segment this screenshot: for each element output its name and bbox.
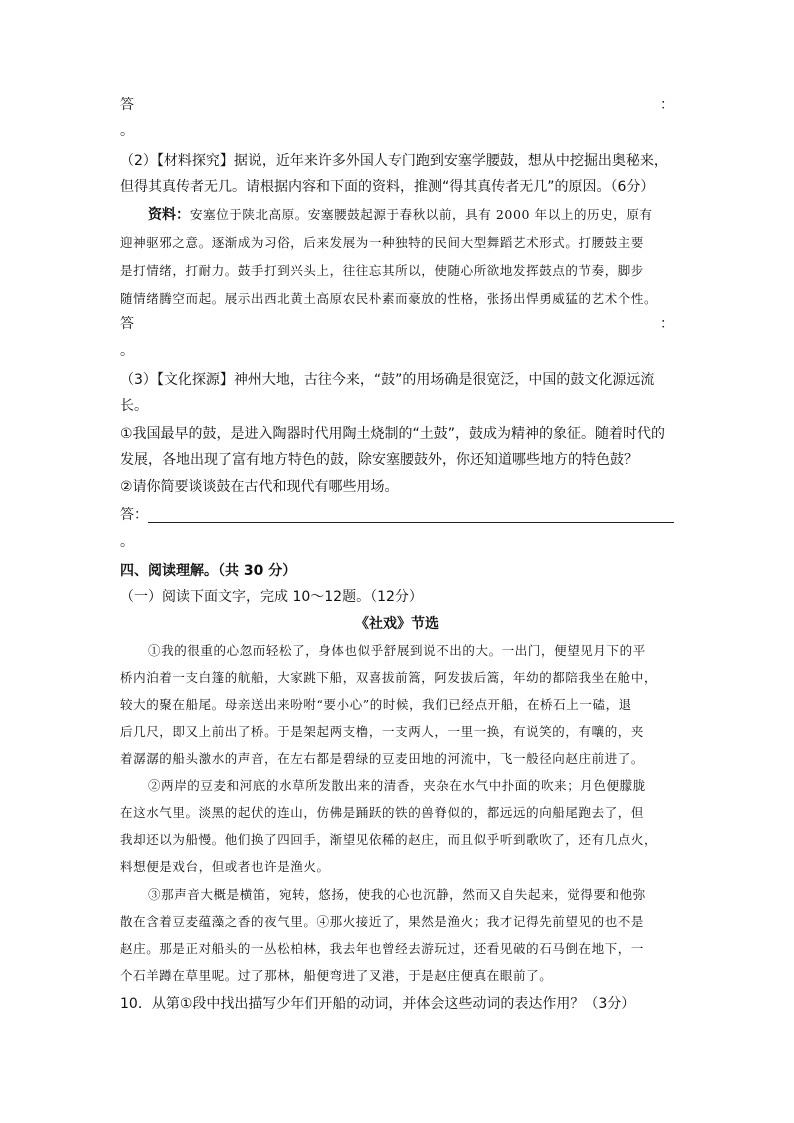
answer-period-1: 。	[120, 123, 134, 139]
paragraph-1-line-3: 较大的聚在船尾。母亲送出来吩咐“要小心”的时候，我们已经点开船，在桥石上一磕，退	[120, 697, 632, 712]
question-3-sub-1-line-2: 发展，各地出现了富有地方特色的鼓，除安塞腰鼓外，你还知道哪些地方的特色鼓？	[120, 452, 638, 468]
material-line-1	[148, 204, 674, 226]
part-1-intro: （一）阅读下面文字，完成 10～12题。（12分）	[120, 589, 423, 605]
answer-label: 答	[120, 316, 134, 332]
paragraph-1-line-5: 着潺潺的船头激水的声音，在左右都是碧绿的豆麦田地的河流中，飞一般径向赵庄前进了。	[120, 751, 645, 766]
paragraph-3-line-1: ③那声音大概是横笛，宛转，悠扬，使我的心也沉静，然而又自失起来，觉得要和他弥	[148, 887, 646, 902]
question-3-line-1: （3）【文化探源】神州大地，古往今来，“鼓”的用场确是很宽泛，中国的鼓文化源远流	[120, 372, 655, 388]
answer-line-3	[120, 504, 674, 526]
answer-period-2: 。	[120, 343, 134, 359]
section-4-title: 四、阅读理解。（共 30 分）	[120, 563, 297, 579]
paragraph-3-line-2: 散在含着豆麦蕴藻之香的夜气里。④那火接近了，果然是渔火；我才记得先前望见的也不是	[120, 914, 645, 929]
answer-label: 答	[120, 97, 134, 113]
material-line-3: 是打情绪，打耐力。鼓手打到兴头上，往往忘其所以，使随心所欲地发挥鼓点的节奏，脚步	[120, 263, 645, 278]
paragraph-3-line-3: 赵庄。那是正对船头的一丛松柏林，我去年也曾经去游玩过，还看见破的石马倒在地下，一	[120, 941, 645, 956]
paragraph-1-line-4: 后几尺，即又上前出了桥。于是架起两支橹，一支两人，一里一换，有说笑的，有嚷的，夹	[120, 724, 645, 739]
paragraph-2-line-4: 料想便是戏台，但或者也许是渔火。	[120, 859, 330, 874]
paragraph-2-line-2: 在这水气里。淡黑的起伏的连山，仿佛是踊跃的铁的兽脊似的，都远远的向船尾跑去了，但	[120, 805, 645, 820]
answer-label: 答：	[120, 507, 148, 523]
paragraph-1-line-2: 桥内泊着一支白篷的航船，大家跳下船，双喜拔前篙，阿发拔后篙，年幼的都陪我坐在舱中，	[120, 670, 658, 685]
question-3-line-2: 长。	[120, 398, 148, 414]
question-3-sub-1-line-1: ①我国最早的鼓，是进入陶器时代用陶土烧制的“土鼓”，鼓成为精神的象征。随着时代的	[120, 426, 666, 442]
answer-line-1	[120, 94, 674, 116]
answer-underline[interactable]	[148, 522, 674, 523]
answer-colon: ：	[660, 97, 674, 113]
question-2-line-1: （2）【材料探究】据说，近年来许多外国人专门跑到安塞学腰鼓，想从中挖掘出奥秘来，	[120, 153, 668, 169]
material-label: 资料：	[148, 207, 190, 223]
answer-colon: ：	[660, 316, 674, 332]
paragraph-3-line-4: 个石羊蹲在草里呢。过了那林，船便弯进了叉港，于是赵庄便真在眼前了。	[120, 968, 553, 983]
answer-line-2	[120, 313, 674, 335]
question-2-line-2: 但得其真传者无几。请根据内容和下面的资料，推测“得其真传者无几”的原因。（6分）	[120, 179, 655, 195]
passage-title: 《社戏》节选	[355, 616, 439, 632]
paragraph-2-line-3: 我却还以为船慢。他们换了四回手，渐望见依稀的赵庄，而且似乎听到歌吹了，还有几点火，	[120, 832, 658, 847]
answer-period-3: 。	[120, 534, 134, 550]
paragraph-1-line-1: ①我的很重的心忽而轻松了，身体也似乎舒展到说不出的大。一出门，便望见月下的平	[148, 643, 646, 658]
material-line-4: 随情绪腾空而起。展示出西北黄土高原农民朴素而豪放的性格，张扬出悍勇威猛的艺术个性。	[120, 291, 658, 306]
question-3-sub-2: ②请你简要谈谈鼓在古代和现代有哪些用场。	[120, 479, 399, 495]
question-10: 10．从第①段中找出描写少年们开船的动词，并体会这些动词的表达作用？（3分）	[120, 996, 636, 1012]
material-text: 安塞位于陕北高原。安塞腰鼓起源于春秋以前，具有 2000 年以上的历史，原有	[190, 207, 653, 222]
paragraph-2-line-1: ②两岸的豆麦和河底的水草所发散出来的清香，夹杂在水气中扑面的吹来；月色便朦胧	[148, 778, 646, 793]
material-line-2: 迎神驱邪之意。逐渐成为习俗，后来发展为一种独特的民间大型舞蹈艺术形式。打腰鼓主要	[120, 235, 645, 250]
